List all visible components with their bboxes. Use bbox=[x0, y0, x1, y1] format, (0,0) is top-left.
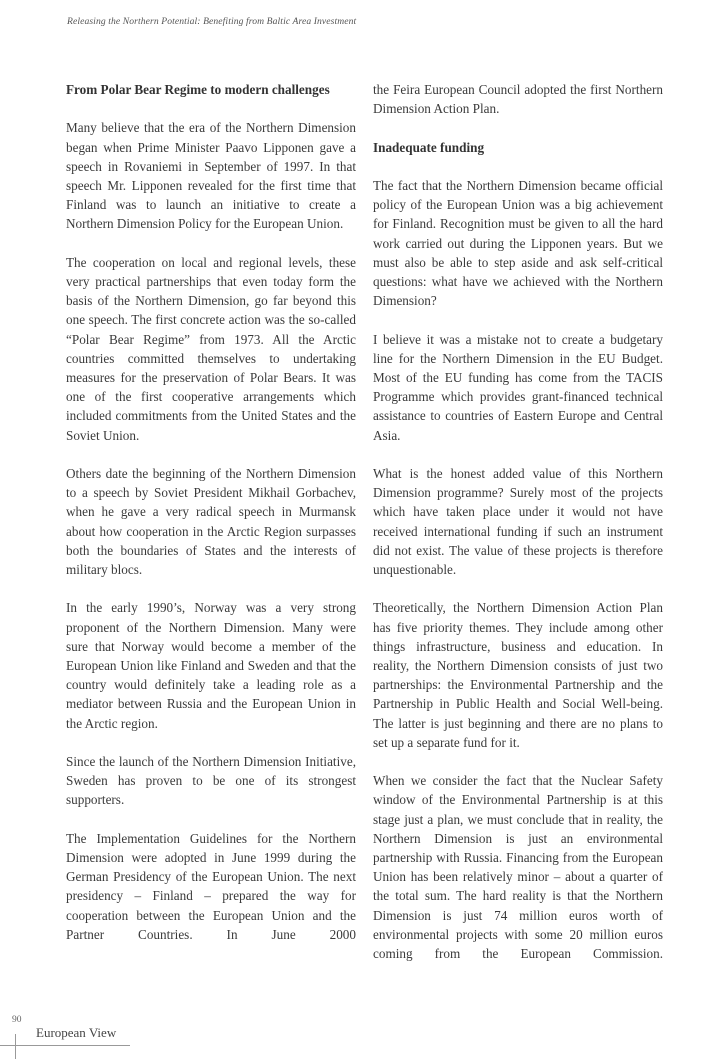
body-paragraph: What is the honest added value of this Northern Dimension programme? Surely most of the projects which have taken place under it would not have received international funding if such an instrument did not exist. The value of these projects is therefore unquestionable. bbox=[373, 466, 663, 578]
body-paragraph: Since the launch of the Northern Dimension Initiative, Sweden has proven to be one of its strongest supporters. bbox=[66, 754, 356, 808]
body-paragraph: the Feira European Council adopted the first Northern Dimension Action Plan. bbox=[373, 82, 663, 117]
footer-vertical-rule bbox=[15, 1034, 16, 1059]
body-paragraph: When we consider the fact that the Nuclear Safety window of the Environmental Partnership is at this stage just a plan, we must conclude that in reality, the Northern Dimension is just an environmental partnership with Russia. Financing from the European Union has been relatively minor – about a quarter of the total sum. The hard reality is that the Northern Dimension is just 74 million euros worth of environmental projects with some 20 million euros coming from the European Commission. bbox=[373, 773, 663, 962]
footer-horizontal-rule bbox=[0, 1045, 130, 1046]
right-column bbox=[373, 80, 663, 982]
body-paragraph: I believe it was a mistake not to create a budgetary line for the Northern Dimension in the EU Budget. Most of the EU funding has come from the TACIS Programme which provides grant-financed technical assistance to countries of Eastern Europe and Central Asia. bbox=[373, 331, 663, 443]
left-column bbox=[66, 80, 356, 963]
body-paragraph: The Implementation Guidelines for the Northern Dimension were adopted in June 1999 during the German Presidency of the European Union. The next presidency – Finland – prepared the way for cooperation between the European Union and the Partner Countries. In June 2000 bbox=[66, 830, 356, 942]
page-number: 90 bbox=[12, 1015, 22, 1025]
body-paragraph: Theoretically, the Northern Dimension Action Plan has five priority themes. They include among other things infrastructure, business and education. In reality, the Northern Dimension consists of just two partnerships: the Environmental Partnership and the Partnership in Public Health and Social Well-being. The latter is just beginning and there are no plans to set up a separate fund for it. bbox=[373, 600, 663, 750]
body-paragraph: Others date the beginning of the Northern Dimension to a speech by Soviet President Mikhail Gorbachev, when he gave a very radical speech in Murmansk about how cooperation in the Arctic Region surpasses both the boundaries of States and the interests of military blocs. bbox=[66, 466, 356, 578]
running-header-title: Releasing the Northern Potential: Benefiting from Baltic Area Investment bbox=[67, 16, 357, 27]
footer-publication-title: European View bbox=[36, 1025, 117, 1040]
section-heading-polar-bear: From Polar Bear Regime to modern challenges bbox=[66, 82, 330, 97]
body-paragraph: Many believe that the era of the Northern Dimension began when Prime Minister Paavo Lipponen gave a speech in Rovaniemi in September of 1997. In that speech Mr. Lipponen revealed for the first time that Finland was to launch an initiative to create a Northern Dimension Policy for the European Union. bbox=[66, 120, 356, 232]
section-heading-inadequate-funding: Inadequate funding bbox=[373, 139, 485, 155]
body-paragraph: The cooperation on local and regional levels, these very practical partnerships that even today form the basis of the Northern Dimension, go far beyond this one speech. The first concrete action was the so-called “Polar Bear Regime” from 1973. All the Arctic countries committed themselves to undertaking measures for the preservation of Polar Bears. It was one of the first cooperative arrangements which included commitments from the United States and the Soviet Union. bbox=[66, 254, 356, 443]
body-paragraph: In the early 1990’s, Norway was a very strong proponent of the Northern Dimension. Many were sure that Norway would become a member of the European Union like Finland and Sweden and that the country would definitely take a leading role as a mediator between Russia and the European Union in the Arctic region. bbox=[66, 600, 356, 731]
body-paragraph: The fact that the Northern Dimension became official policy of the European Union was a big achievement for Finland. Recognition must be given to all the hard work carried out during the Lipponen years. But we must also be able to step aside and ask self-critical questions: what have we achieved with the Northern Dimension? bbox=[373, 177, 663, 309]
